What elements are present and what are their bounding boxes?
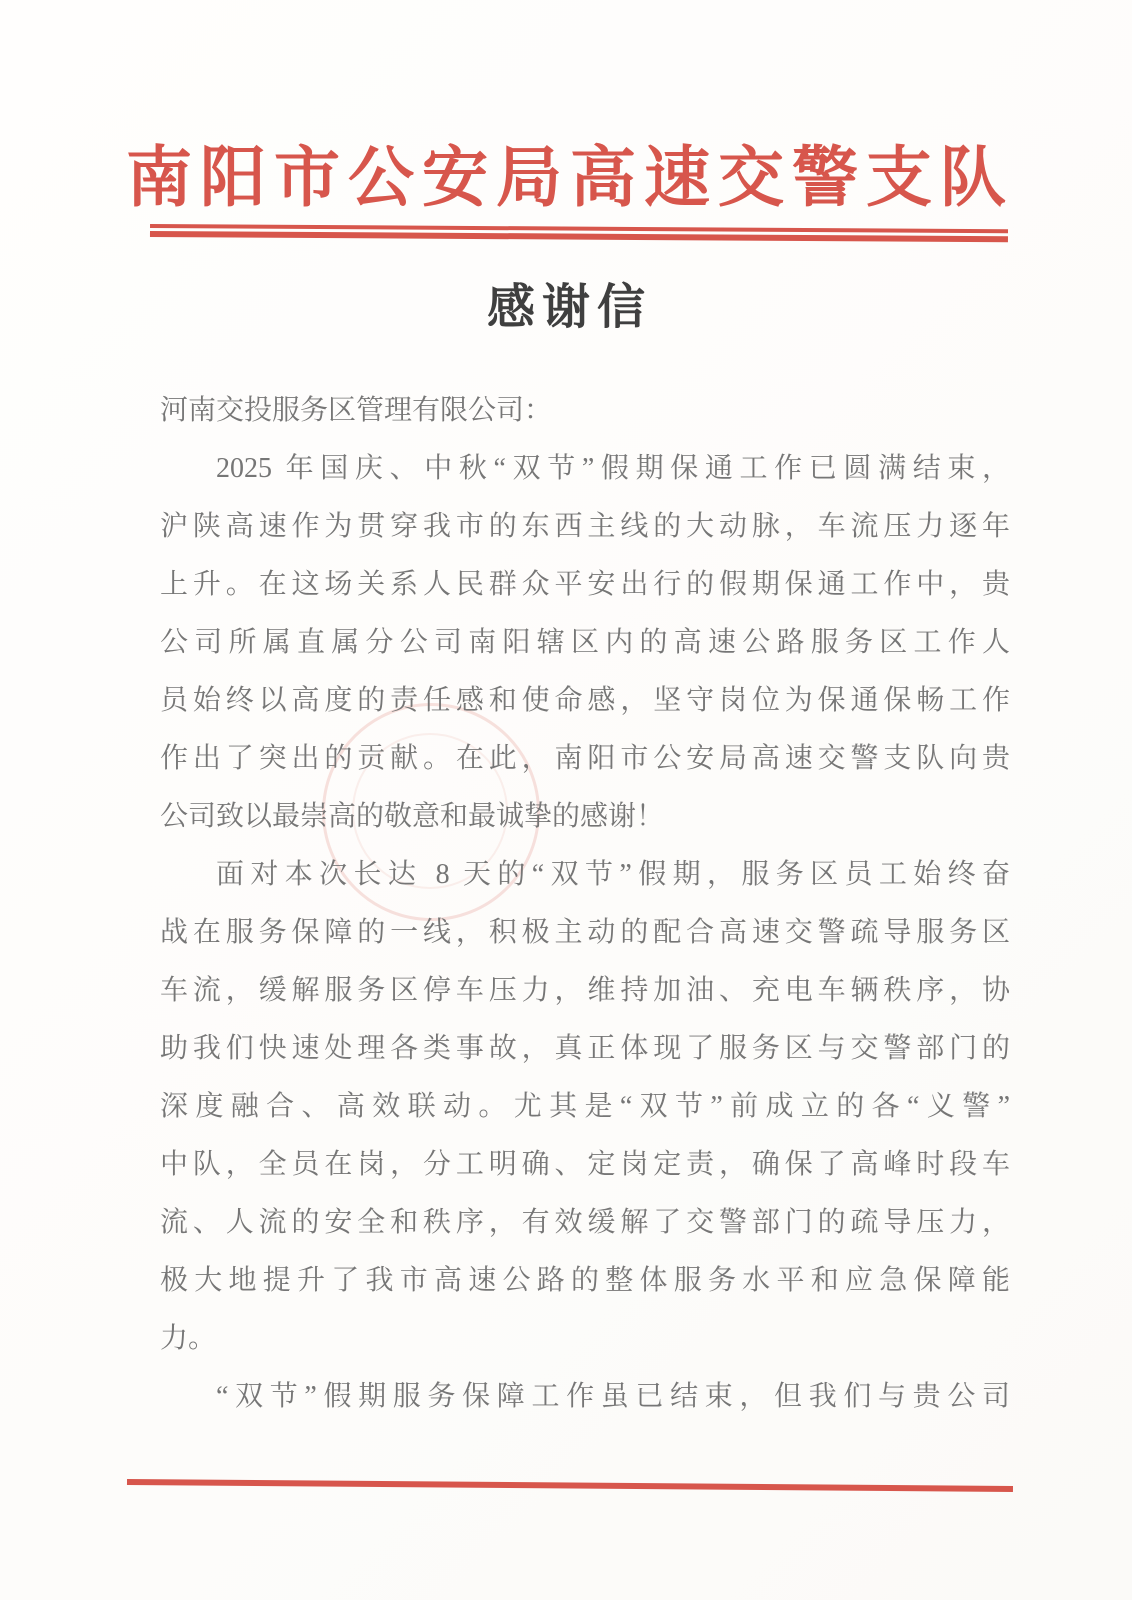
body-line: 作出了突出的贡献。在此，南阳市公安局高速交警支队向贵 bbox=[160, 743, 1010, 774]
body-line: 中队，全员在岗，分工明确、定岗定责，确保了高峰时段车 bbox=[160, 1149, 1010, 1180]
body-line: 流、人流的安全和秩序，有效缓解了交警部门的疏导压力， bbox=[160, 1207, 1010, 1238]
letterhead-org-name: 南阳市公安局高速交警支队 bbox=[126, 142, 1014, 215]
body-line: 公司致以最崇高的敬意和最诚挚的感谢！ bbox=[160, 801, 665, 832]
body-line: 极大地提升了我市高速公路的整体服务水平和应急保障能 bbox=[160, 1265, 1010, 1296]
body-line: 助我们快速处理各类事故，真正体现了服务区与交警部门的 bbox=[160, 1033, 1010, 1064]
body-line: 深度融合、高效联动。尤其是“双节”前成立的各“义警” bbox=[160, 1091, 1010, 1122]
letter-body bbox=[160, 382, 1010, 1426]
body-line: 车流，缓解服务区停车压力，维持加油、充电车辆秩序，协 bbox=[160, 975, 1010, 1006]
footer-red-rule bbox=[127, 1479, 1013, 1492]
body-line: 沪陕高速作为贯穿我市的东西主线的大动脉，车流压力逐年 bbox=[160, 511, 1010, 542]
salutation: 河南交投服务区管理有限公司： bbox=[160, 395, 553, 426]
body-line: 力。 bbox=[160, 1323, 217, 1354]
body-line: 面对本次长达 8 天的“双节”假期，服务区员工始终奋 bbox=[216, 859, 1010, 890]
document-title: 感谢信 bbox=[486, 281, 652, 334]
body-line: 2025 年国庆、中秋“双节”假期保通工作已圆满结束， bbox=[216, 453, 1010, 484]
body-line: 员始终以高度的责任感和使命感，坚守岗位为保通保畅工作 bbox=[160, 685, 1010, 716]
body-line: 公司所属直属分公司南阳辖区内的高速公路服务区工作人 bbox=[160, 627, 1010, 658]
letterhead-rule-thick bbox=[150, 231, 1008, 242]
body-line: 上升。在这场关系人民群众平安出行的假期保通工作中，贵 bbox=[160, 569, 1010, 600]
body-line: 战在服务保障的一线，积极主动的配合高速交警疏导服务区 bbox=[160, 917, 1010, 948]
letterhead-double-rule bbox=[150, 224, 1008, 242]
body-line: “双节”假期服务保障工作虽已结束，但我们与贵公司 bbox=[216, 1381, 1010, 1412]
